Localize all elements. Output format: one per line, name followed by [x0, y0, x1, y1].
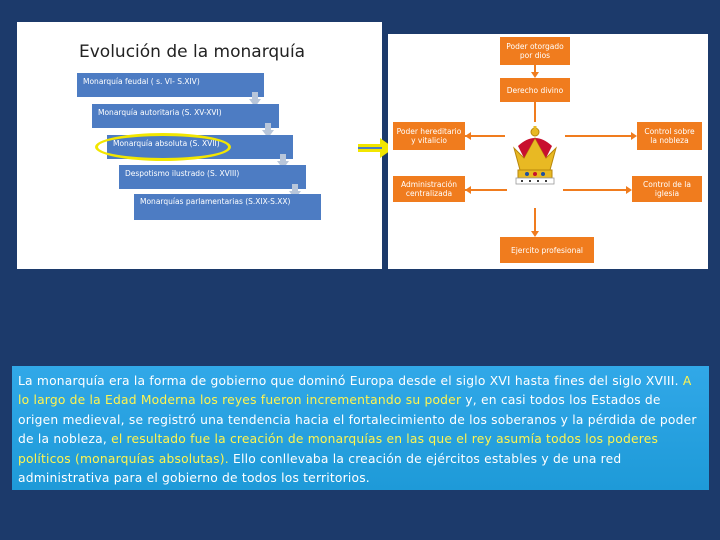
step-parliamentary: Monarquías parlamentarias (S.XIX-S.XX) — [134, 194, 321, 220]
box-nobility-control: Control sobre la nobleza — [637, 122, 702, 150]
absolutism-diagram — [388, 34, 708, 269]
arrow-right-icon — [631, 132, 637, 140]
box-divine-right: Derecho divino — [500, 78, 570, 102]
box-hereditary-power: Poder hereditario y vitalicio — [393, 122, 465, 150]
highlight-ellipse — [95, 133, 231, 161]
paragraph-part-3: y, en casi todos los Estados de origen medieval, se registró una tendencia hacia el fortalecimiento de los soberanos y la pérdida de poder de la nobleza, — [18, 393, 697, 447]
crown-icon — [510, 126, 560, 188]
paragraph-part-5: Ello conllevaba la creación de ejércitos estables y de una red administrativa para el gobierno de todos los territorios. — [18, 451, 622, 486]
description-paragraph — [12, 366, 709, 490]
paragraph-part-1: La monarquía era la forma de gobierno que dominó Europa desde el siglo XVI hasta fines del siglo XVIII. — [18, 374, 683, 388]
step-enlightened: Despotismo ilustrado (S. XVIII) — [119, 165, 306, 189]
panel-title: Evolución de la monarquía — [79, 42, 306, 62]
box-power-by-god: Poder otorgado por dios — [500, 37, 570, 65]
monarchy-evolution-panel — [17, 22, 382, 269]
step-authoritarian: Monarquía autoritaria (S. XV-XVI) — [92, 104, 279, 128]
paragraph-highlight-2: el resultado fue la creación de monarquías en las que el rey asumía todos los poderes políticos (monarquías absolutas). — [18, 432, 659, 466]
box-professional-army: Ejercito profesional — [500, 237, 594, 263]
arrow-right-icon — [626, 186, 632, 194]
step-absolute: Monarquía absoluta (S. XVII) — [107, 135, 293, 159]
box-church-control: Control de la iglesia — [632, 176, 702, 202]
paragraph-highlight-1: A lo largo de la Edad Moderna los reyes fueron incrementando su poder — [18, 374, 692, 408]
arrow-left-icon — [465, 186, 471, 194]
box-centralized-admin: Administración centralizada — [393, 176, 465, 202]
arrow-left-icon — [465, 132, 471, 140]
step-feudal: Monarquía feudal ( s. VI- S.XIV) — [77, 73, 264, 97]
